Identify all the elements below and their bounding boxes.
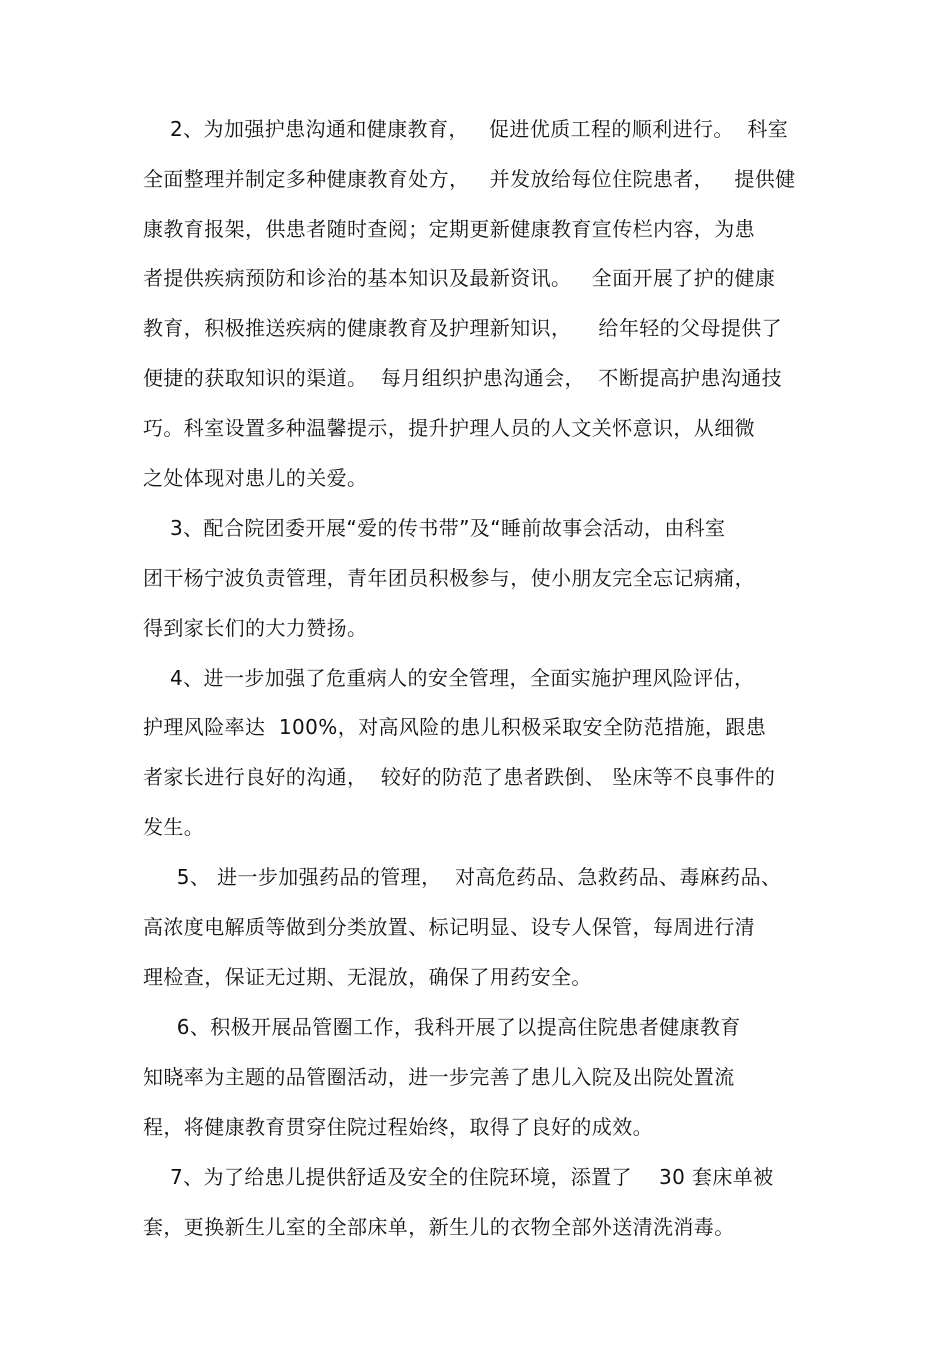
text-line: 3、配合院团委开展“爱的传书带”及“睡前故事会活动，由科室 <box>143 516 726 540</box>
text-line: 5、 进一步加强药品的管理， 对高危药品、急救药品、毒麻药品、 <box>143 865 782 889</box>
text-line: 教育，积极推送疾病的健康教育及护理新知识， 给年轻的父母提供了 <box>143 316 783 340</box>
text-line: 发生。 <box>143 815 205 839</box>
text-line: 者提供疾病预防和诊治的基本知识及最新资讯。 全面开展了护的健康 <box>143 266 776 290</box>
text-line: 程，将健康教育贯穿住院过程始终，取得了良好的成效。 <box>143 1115 653 1139</box>
text-line: 得到家长们的大力赞扬。 <box>143 616 368 640</box>
text-line: 全面整理并制定多种健康教育处方， 并发放给每位住院患者， 提供健 <box>143 167 796 191</box>
text-line: 护理风险率达 100%，对高风险的患儿积极采取安全防范措施，跟患 <box>143 715 767 739</box>
text-line: 套，更换新生儿室的全部床单，新生儿的衣物全部外送清洗消毒。 <box>143 1215 735 1239</box>
text-line: 高浓度电解质等做到分类放置、标记明显、设专人保管，每周进行清 <box>143 915 755 939</box>
text-line: 知晓率为主题的品管圈活动，进一步完善了患儿入院及出院处置流 <box>143 1065 735 1089</box>
text-line: 团干杨宁波负责管理，青年团员积极参与，使小朋友完全忘记病痛， <box>143 566 755 590</box>
text-line: 4、进一步加强了危重病人的安全管理，全面实施护理风险评估， <box>143 666 755 690</box>
text-line: 者家长进行良好的沟通， 较好的防范了患者跌倒、 坠床等不良事件的 <box>143 765 776 789</box>
text-line: 康教育报架，供患者随时查阅；定期更新健康教育宣传栏内容，为患 <box>143 217 755 241</box>
text-line: 理检查，保证无过期、无混放，确保了用药安全。 <box>143 965 592 989</box>
text-line: 2、为加强护患沟通和健康教育， 促进优质工程的顺利进行。 科室 <box>143 117 789 141</box>
text-line: 便捷的获取知识的渠道。 每月组织护患沟通会， 不断提高护患沟通技 <box>143 366 783 390</box>
text-line: 之处体现对患儿的关爱。 <box>143 466 368 490</box>
text-line: 巧。科室设置多种温馨提示，提升护理人员的人文关怀意识，从细微 <box>143 416 755 440</box>
text-line: 7、为了给患儿提供舒适及安全的住院环境，添置了 30 套床单被 <box>143 1165 774 1189</box>
text-line: 6、积极开展品管圈工作，我科开展了以提高住院患者健康教育 <box>143 1015 741 1039</box>
